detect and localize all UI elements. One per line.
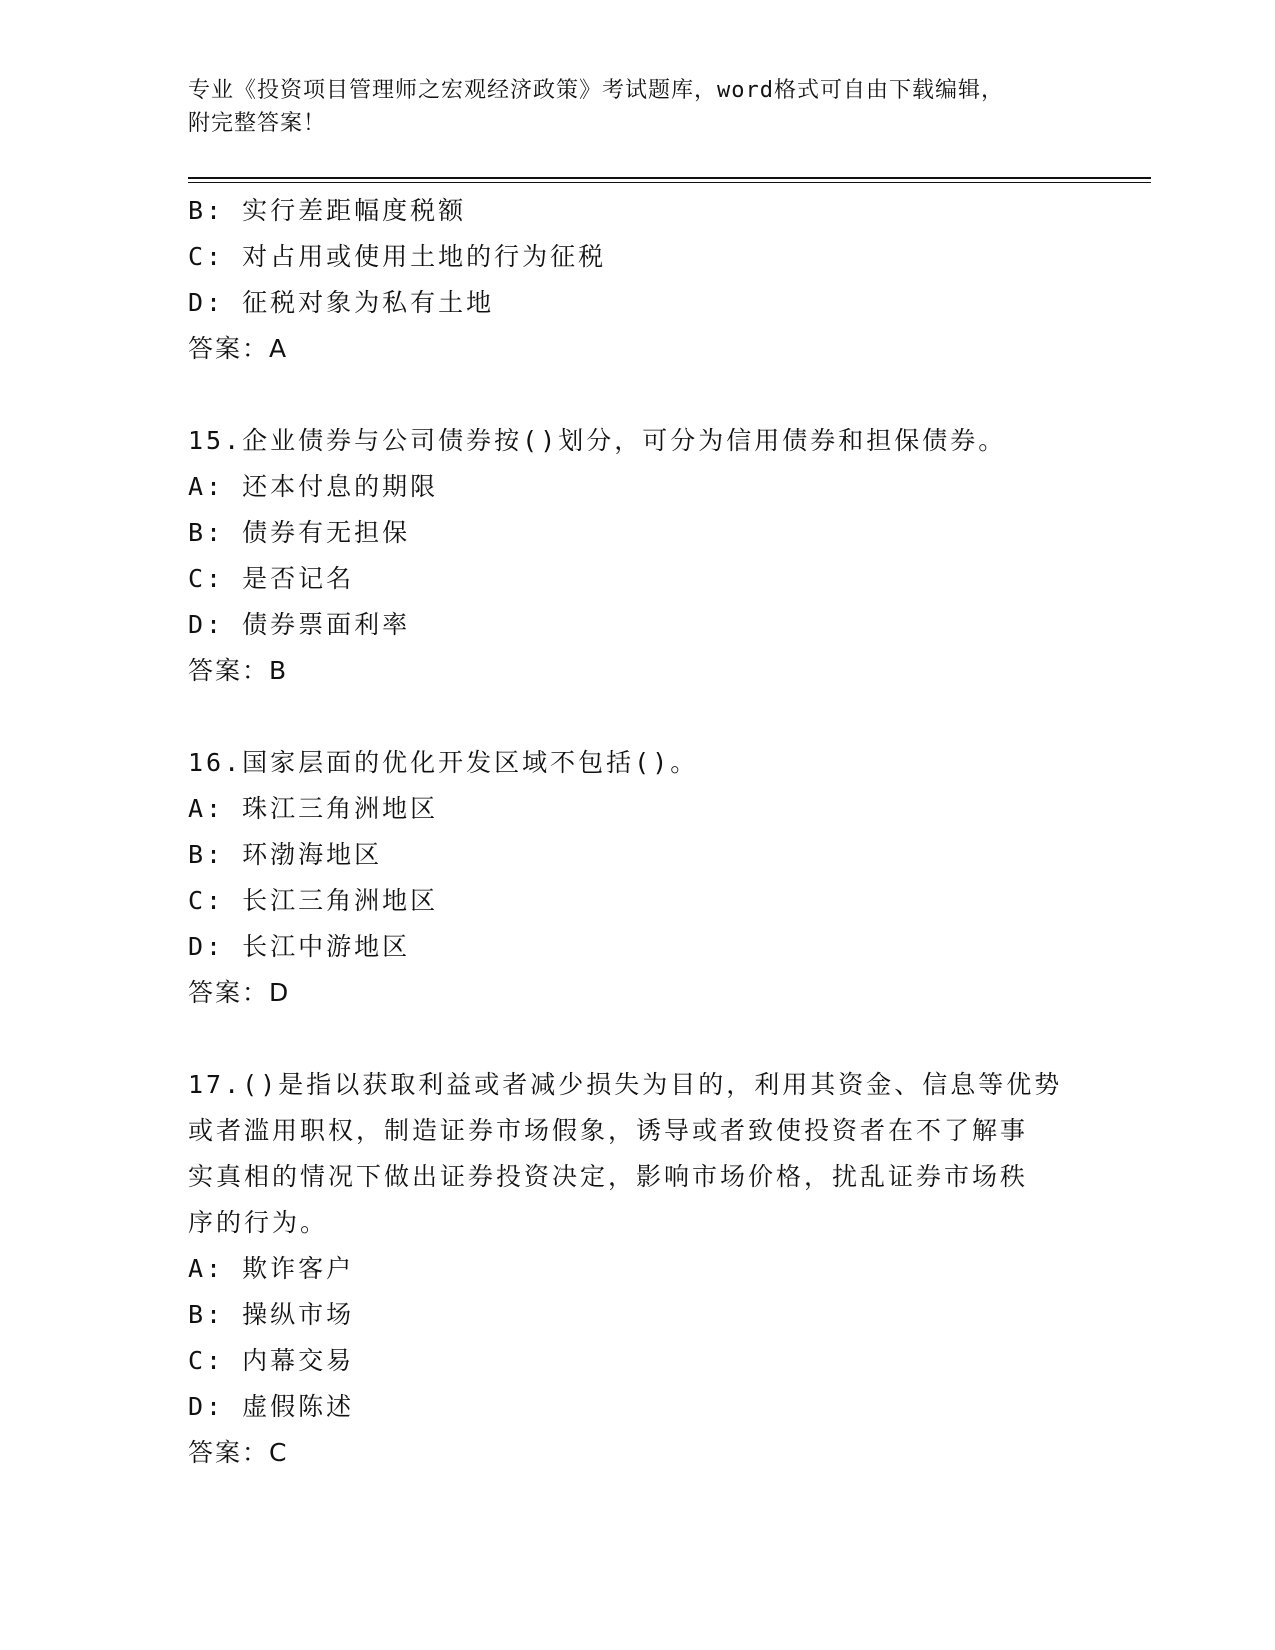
- header-line-1: 专业《投资项目管理师之宏观经济政策》考试题库，word格式可自由下载编辑，: [188, 78, 1004, 103]
- option-c: C: 是否记名: [188, 564, 355, 593]
- answer-line: 答案：B: [188, 656, 289, 685]
- question-17: [188, 1062, 1088, 1476]
- spacer: [188, 1016, 1088, 1062]
- option-c: C: 长江三角洲地区: [188, 886, 439, 915]
- option-b: B: 操纵市场: [188, 1300, 355, 1329]
- stem-line: 序的行为。: [188, 1208, 329, 1237]
- option-a: A: 珠江三角洲地区: [188, 794, 439, 823]
- option-b: B: 债券有无担保: [188, 518, 411, 547]
- stem-line: 或者滥用职权，制造证券市场假象，诱导或者致使投资者在不了解事: [188, 1116, 1029, 1145]
- answer-line: 答案：D: [188, 978, 291, 1007]
- option-a: A: 还本付息的期限: [188, 472, 439, 501]
- header-line-2: 附完整答案！: [188, 111, 327, 136]
- option-b: B: 环渤海地区: [188, 840, 383, 869]
- header-divider-thin: [188, 182, 1151, 183]
- option-b: B: 实行差距幅度税额: [188, 196, 467, 225]
- option-d: D: 征税对象为私有土地: [188, 288, 495, 317]
- question-stem: [188, 740, 1088, 786]
- option-a: A: 欺诈客户: [188, 1254, 355, 1283]
- spacer: [188, 694, 1088, 740]
- option-c: C: 对占用或使用土地的行为征税: [188, 242, 607, 271]
- stem-line: 16.国家层面的优化开发区域不包括()。: [188, 748, 699, 777]
- stem-line: 17.()是指以获取利益或者减少损失为目的，利用其资金、信息等优势: [188, 1070, 1063, 1099]
- spacer: [188, 372, 1088, 418]
- document-header: [188, 74, 1088, 140]
- question-list: [188, 188, 1088, 1476]
- question-stem: [188, 1062, 1088, 1246]
- option-d: D: 长江中游地区: [188, 932, 411, 961]
- option-d: D: 虚假陈述: [188, 1392, 355, 1421]
- header-divider-thick: [188, 177, 1151, 179]
- question-16: [188, 740, 1088, 1016]
- option-c: C: 内幕交易: [188, 1346, 355, 1375]
- stem-line: 实真相的情况下做出证券投资决定，影响市场价格，扰乱证券市场秩: [188, 1162, 1029, 1191]
- stem-line: 15.企业债券与公司债券按()划分，可分为信用债券和担保债券。: [188, 426, 1007, 455]
- answer-line: 答案：A: [188, 334, 289, 363]
- option-d: D: 债券票面利率: [188, 610, 411, 639]
- question-stem: [188, 418, 1088, 464]
- question-15: [188, 418, 1088, 694]
- question-14-partial: [188, 188, 1088, 372]
- answer-line: 答案：C: [188, 1438, 289, 1467]
